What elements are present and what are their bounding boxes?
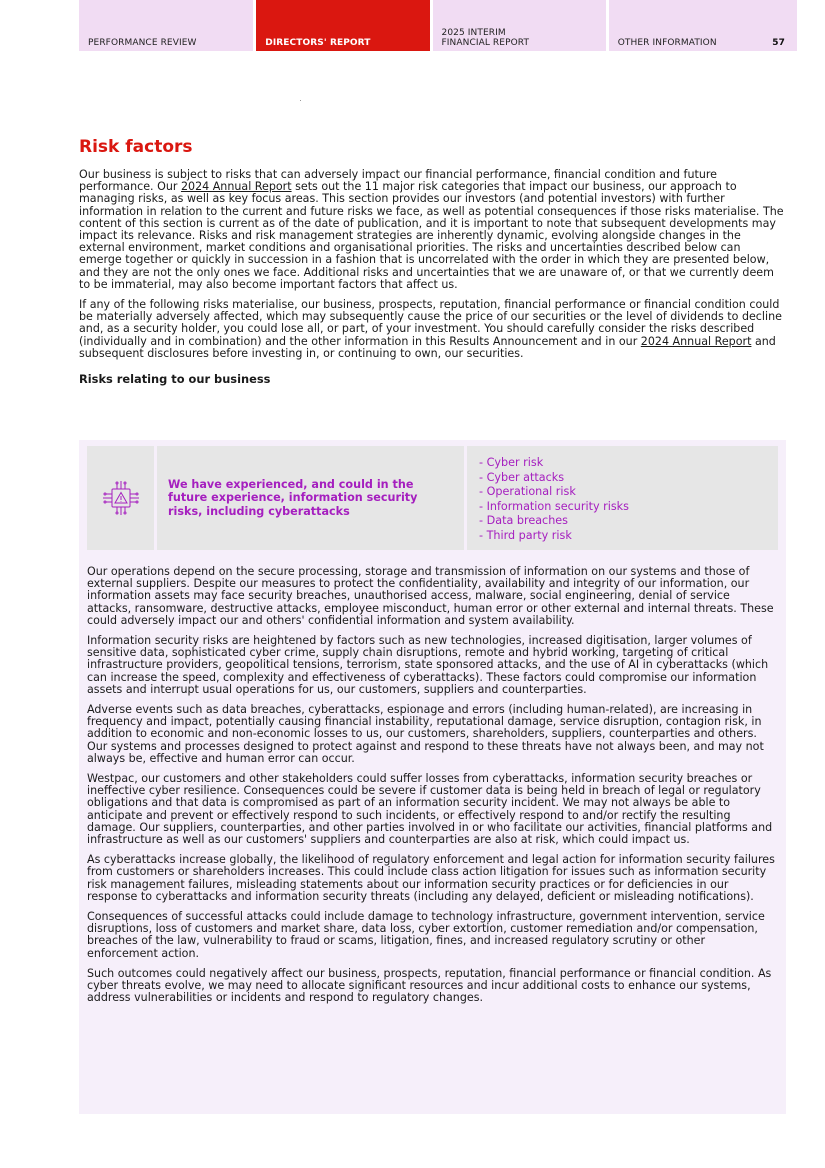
consequences-paragraph: [79, 299, 784, 360]
intro-text-b: sets out the 11 major risk categories that impact our business, our approach to managing risks, as well as key focus areas. This section provides our investors (and potential investors) with further information in relation to the current and future risks we face, as well as potential consequences if those risks materialise. The content of this section is current as of the date of publication, and it is important to note that subsequent developments may impact its relevance. Risks and risk management strategies are inherently dynamic, evolving alongside changes in the external environment, market conditions and organisational priorities. The risks and uncertainties described below can emerge together or quickly in succession in a fashion that is uncorrelated with the order in which they are presented below, and they are not the only ones we face. Additional risks and uncertainties that we are unaware of, or that we currently deem to be immaterial, may also become important factors that affect us.: [79, 180, 784, 291]
risk-panel: [79, 440, 786, 1114]
risk-icon-cell: [87, 446, 154, 550]
intro-text-a: Our business is subject to risks that can adversely impact our financial performance, financial condition and future performance. Our: [79, 168, 718, 194]
risk-tag: - Cyber attacks: [479, 470, 565, 484]
risk-header: [87, 446, 778, 550]
page-title: Risk factors: [79, 137, 193, 157]
consequences-text-a: If any of the following risks materialise, our business, prospects, reputation, financial performance or financial condition could be materially adversely affected, which may subsequently cause the price of our securities or the level of dividends to decline and, as a security holder, you could lose all, or part, of your investment. You should carefully consider the risks described (individually and in combination) and the other information in this Results Announcement and in our: [79, 298, 782, 348]
tab-directors-report[interactable]: [256, 0, 429, 51]
annual-report-link[interactable]: 2024 Annual Report: [640, 334, 752, 348]
tab-label: [442, 28, 530, 48]
cyber-security-chip-icon: [101, 478, 141, 518]
risk-paragraph: Information security risks are heightened by factors such as new technologies, increased digitisation, larger volumes of sensitive data, sophisticated cyber crime, supply chain disruptions, remote and hybrid working, targeting of critical infrastructure providers, geopolitical tensions, terrorism, state sponsored attacks, and the use of AI in cyberattacks (which can increase the speed, complexity and effectiveness of cyberattacks). These factors could compromise our information assets and interrupt usual operations for us, our customers, suppliers and counterparties.: [87, 634, 769, 696]
tab-interim-financial-report[interactable]: [433, 0, 606, 51]
risk-paragraph: Such outcomes could negatively affect our business, prospects, reputation, financial performance or financial condition. As cyber threats evolve, we may need to allocate significant resources and incur additional costs to enhance our systems, address vulnerabilities or incidents and respond to regulatory changes.: [87, 966, 772, 1005]
tab-label: OTHER INFORMATION: [617, 38, 717, 48]
risk-description: [87, 566, 777, 1013]
risk-tag: - Cyber risk: [479, 456, 544, 469]
risk-paragraph: Our operations depend on the secure processing, storage and transmission of information on our systems and those of external suppliers. Despite our measures to protect the confidentiality, availability and integrity of our information, our information assets may face security breaches, unauthorised access, malware, social engineering, denial of service attacks, ransomware, destructive attacks, employee misconduct, human error or other external and internal threats. These could adversely impact our and others' confidential information and system availability.: [87, 565, 774, 627]
risk-tag: - Third party risk: [479, 528, 572, 542]
risk-paragraph: Westpac, our customers and other stakeholders could suffer losses from cyberattacks, information security breaches or ineffective cyber resilience. Consequences could be severe if customer data is being held in breach of legal or regulatory obligations and that data is compromised as part of an information security incident. We may not always be able to anticipate and prevent or effectively respond to such incidents, or effectively respond to and/or rectify the resulting damage. Our suppliers, counterparties, and other parties involved in or who facilitate our activities, financial platforms and infrastructure as well as our customers' suppliers and counterparties are also at risk, which could impact us.: [87, 772, 773, 847]
section-nav: [79, 0, 797, 51]
consequences-text-b: and subsequent disclosures before investing in, or continuing to own, our securities.: [79, 334, 776, 360]
risk-tag: - Operational risk: [479, 485, 576, 498]
annual-report-link[interactable]: 2024 Annual Report: [180, 180, 292, 194]
tab-performance-review[interactable]: [79, 0, 253, 51]
risk-paragraph: As cyberattacks increase globally, the likelihood of regulatory enforcement and legal action for information security failures from customers or shareholders increases. This could include class action litigation for issues such as information security risk management failures, misleading statements about our information security practices or for deficiencies in our response to cyberattacks and information security threats (including any delayed, deficient or misleading notifications).: [87, 853, 775, 903]
tab-other-information[interactable]: [609, 0, 797, 51]
tab-label-line2: FINANCIAL REPORT: [441, 38, 530, 48]
risk-tag-list: [467, 446, 778, 550]
risk-paragraph: Adverse events such as data breaches, cyberattacks, espionage and errors (including human-related), are increasing in frequency and impact, potentially causing financial instability, reputational damage, service disruption, contagion risk, in addition to economic and non-economic losses to us, our customers, shareholders, suppliers, counterparties and others. Our systems and processes designed to protect against and respond to these threats have not always been, and may not always be, effective and human error can occur.: [87, 703, 764, 765]
risk-paragraph: Consequences of successful attacks could include damage to technology infrastructure, government intervention, service disruptions, loss of customers and market share, data loss, cyber extortion, customer remediation and/or compensation, breaches of the law, vulnerability to fraud or scams, litigation, fines, and increased regulatory scrutiny or other enforcement action.: [87, 910, 765, 960]
tab-label: DIRECTORS' REPORT: [265, 38, 371, 48]
stray-dot: [300, 100, 301, 101]
main-content: [79, 136, 784, 401]
tab-label: PERFORMANCE REVIEW: [88, 38, 197, 48]
tab-label-line1: 2025 INTERIM: [441, 28, 506, 38]
risk-tag: - Data breaches: [479, 514, 569, 527]
intro-paragraph: [79, 169, 784, 291]
risk-tag: - Information security risks: [479, 499, 629, 513]
risk-heading: We have experienced, and could in the future experience, information security risks, including cyberattacks: [157, 446, 464, 550]
subsection-heading: Risks relating to our business: [79, 372, 271, 387]
page-number: 57: [772, 38, 785, 48]
